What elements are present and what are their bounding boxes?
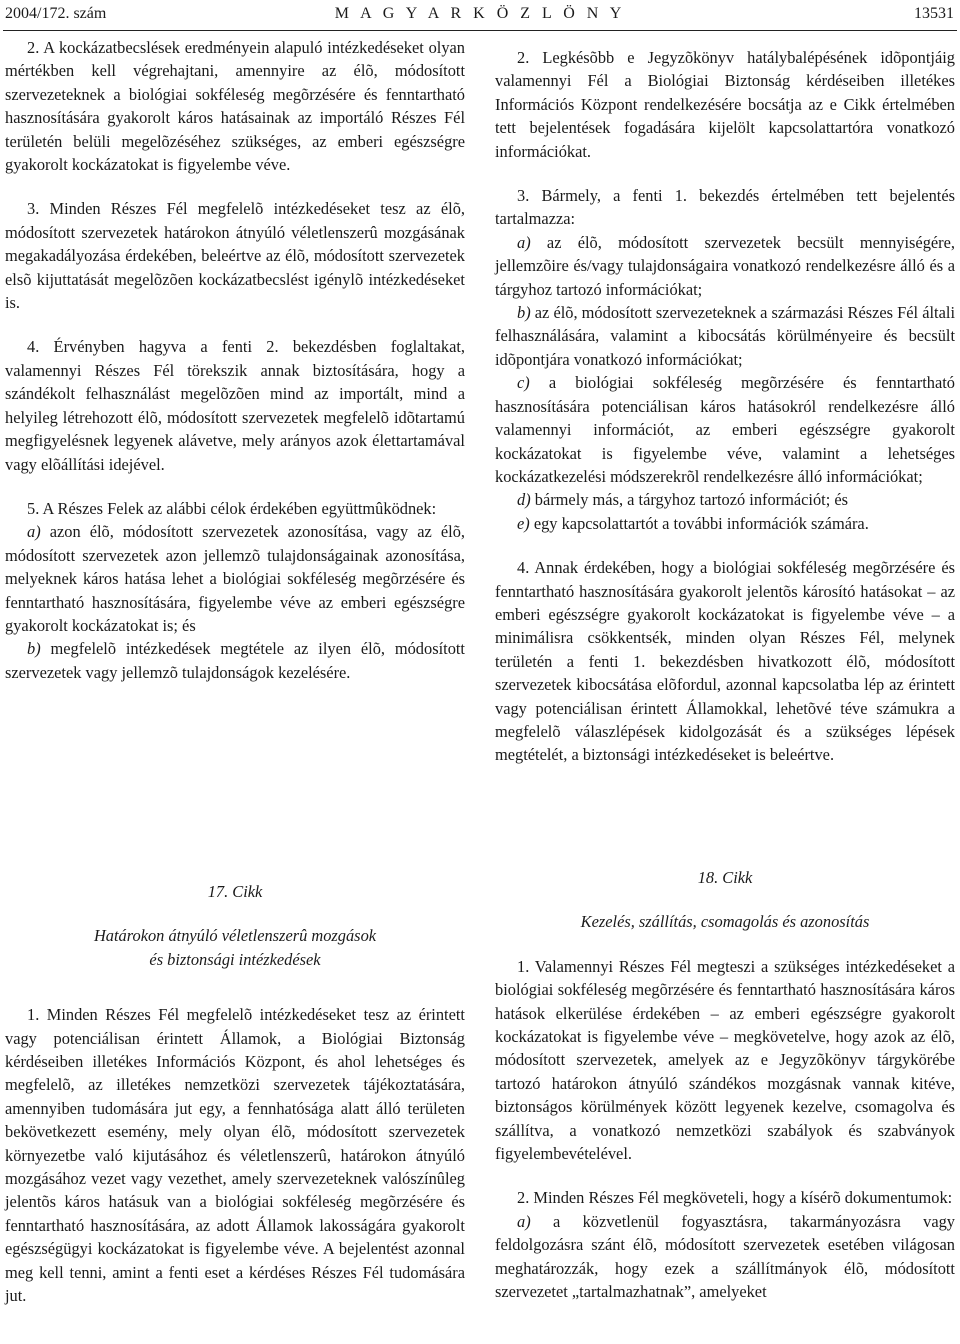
item-label-b: b) (517, 303, 531, 323)
paragraph-2: 2. Legkésõbb e Jegyzõkönyv hatálybalépésének idõpontjáig valamennyi Fél a Biológiai Biztonság kérdéseiben illetékes Információs Központ rendelkezésére bocsátja az e Cikk értelmében tett bejelentések fogadására kijelölt kapcsolattartóra vonatkozó információkat. (495, 48, 955, 161)
item-text-b: az élõ, módosított szervezeteknek a származási Részes Fél általi felhasználására, valamint a kibocsátás körülményeire és becsült idõpontjára vonatkozó információkat; (495, 303, 955, 369)
left-column-bottom (5, 880, 465, 1308)
paragraph-2: 2. A kockázatbecslések eredményein alapuló intézkedéseket olyan mértékben kell végrehajtani, amennyire az élõ, módosított szervezeteknek a biológiai sokféleség megõrzésére és fenntartható hasznosítására gyakorolt káros hatásainak az importáló Részes Fél területén belüli megelõzéséhez szükséges, az emberi egészségre gyakorolt kockázatokat is figyelembe véve. (5, 38, 465, 175)
paragraph-3: 3. Bármely, a fenti 1. bekezdés értelmében tett bejelentés tartalmazza: (495, 186, 955, 229)
item-text-a: azon élõ, módosított szervezetek azonosítása, vagy az élõ, módosított szervezetek azon jellemzõ tulajdonságainak azonosítása, melyeknek káros hatása lehet a biológiai sokféleség megõrzésére és fenntartható hasznosítására, figyelembe véve az emberi egészségre gyakorolt kockázatokat is; és (5, 522, 465, 635)
header-rule (3, 30, 957, 31)
paragraph-4: 4. Érvényben hagyva a fenti 2. bekezdésben foglaltakat, valamennyi Részes Fél törekszik annak biztosítására, hogy a szándékolt felhasználást megelõzõen mind az importált, mind a helyileg létrehozott élõ, módosított szervezetek megfelelõ idõtartamú megfigyelésnek legyenek alávetve, mely arányos azok élettartamával vagy elõállítási idejével. (5, 337, 465, 474)
item-label-b: b) (27, 639, 41, 659)
item-text-b: megfelelõ intézkedések megtétele az ilyen élõ, módosított szervezetek vagy jellemzõ tulajdonságok kezelésére. (5, 639, 465, 682)
item-label-d: d) (517, 490, 531, 510)
issue-number: 2004/172. szám (5, 5, 107, 22)
item-label-a: a) (27, 522, 41, 542)
paragraph-5a (5, 520, 465, 637)
item-text-a: az élõ, módosított szervezetek becsült mennyiségére, jellemzõire és/vagy tulajdonságaira vonatkozó rendelkezésre álló és a tárgyhoz tartozó információkat; (495, 232, 955, 299)
page-header (0, 0, 960, 36)
item-label-e: e) (517, 513, 530, 533)
item-text-d: bármely más, a tárgyhoz tartozó információt; és (530, 490, 849, 510)
page-number: 13531 (914, 5, 954, 22)
paragraph-3b (495, 301, 955, 371)
paragraph-3: 3. Minden Részes Fél megfelelõ intézkedéseket tesz az élõ, módosított szervezetek határokon átnyúló véletlenszerû mozgásának megakadályozása érdekében, beleértve az élõ, módosított szervezetek elsõ kijuttatását megelõzõen kockázatbecslést igénylõ intézkedéseket is. (5, 199, 465, 313)
paragraph-3e (495, 512, 955, 535)
article-18-paragraph-2a (495, 1210, 955, 1304)
right-column-top (495, 46, 955, 767)
paragraph-3d (495, 488, 955, 511)
item-text-e: egy kapcsolattartót a további információk számára. (529, 513, 869, 533)
paragraph-5: 5. A Részes Felek az alábbi célok érdekében együttmûködnek: (27, 498, 437, 518)
item-label-c: c) (517, 373, 530, 393)
article-18-paragraph-1: 1. Valamennyi Részes Fél megteszi a szükséges intézkedéseket a biológiai sokféleség megõrzésére és fenntartható hasznosítására káros hatások elkerülése érdekében – az emberi egészségre gyakorolt kockázatokat is figyelembe véve – megkövetelve, hogy azok az élõ, módosított szervezetek, amelyek az e Jegyzõkönyv tárgykörébe tartozó határokon átnyúló szándékos mozgásnak vannak kitéve, biztonságos körülmények között legyenek kezelve, csomagolva és szállítva, a vonatkozó nemzetközi szabályok és szabványok figyelembevételével. (495, 956, 955, 1164)
article-17-title-line1: Határokon átnyúló véletlenszerû mozgások (93, 926, 377, 946)
article-17-number: 17. Cikk (207, 882, 263, 901)
paragraph-3c (495, 371, 955, 488)
item-text-c: a biológiai sokféleség megõrzésére és fenntartható hasznosítására potenciálisan káros hatásokról rendelkezésre álló valamennyi információt, az emberi egészségre gyakorolt kockázatokat is figyelembe véve, valamint a lehetséges kockázatkezelési módszerekrõl rendelkezésre álló információkat; (495, 373, 955, 486)
article-17-title-line2: és biztonsági intézkedések (149, 949, 321, 969)
journal-title: M A G Y A R K Ö Z L Ö N Y (334, 5, 626, 22)
article-18-title: Kezelés, szállítás, csomagolás és azonosítás (580, 912, 870, 932)
paragraph-5b (5, 637, 465, 684)
paragraph-4: 4. Annak érdekében, hogy a biológiai sokféleség megõrzésére és fenntartható hasznosítására gyakorolt jelentõs károsító hatásokat – az emberi egészségre gyakorolt kockázatokat is figyelembe véve – a minimálisra csökkentsék, minden olyan Részes Fél, melynek területén a fenti 1. bekezdésben hivatkozott élõ, módosított szervezetek kibocsátása elõfordul, azonnal kapcsolatba lép az érintett vagy potenciálisan érintett Államokkal, lehetõvé téve számukra a megfelelõ válaszlépések kidolgozását és a szükséges lépések megtételét, a biztonsági intézkedéseket is beleértve. (495, 558, 955, 765)
article-18-number: 18. Cikk (697, 868, 753, 887)
item-text-a: a közvetlenül fogyasztásra, takarmányozásra vagy feldolgozásra szánt élõ, módosított szervezetek esetében világosan meghatározzák, hogy ezek a szállítmányok élõ, módosított szervezetet „tartalmazhatnak”, amelyeket (495, 1211, 955, 1302)
paragraph-3a (495, 231, 955, 301)
right-column-bottom (495, 866, 955, 1304)
article-17-paragraph-1: 1. Minden Részes Fél megfelelõ intézkedéseket tesz az érintett vagy potenciálisan érintett Államok, a Biológiai Biztonság kérdéseiben illetékes Információs Központ, és ahol lehetséges és megfelelõ, az illetékes nemzetközi szervezetek tájékoztatására, amennyiben tudomására jut egy, a fennhatósága alatt álló területen bekövetkezett esemény, mely olyan élõ, módosított szervezetek környezetbe való kijutásához és véletlenszerû, határokon átnyúló mozgásához vezet vagy vezethet, amely szervezeteknek valószínûleg jelentõs káros hatásuk van a biológiai sokféleség megõrzésére és fenntartható hasznosítására, az adott Államok lakosságára gyakorolt egészségügyi kockázatokat is figyelembe véve. A bejelentést azonnal meg kell tenni, amint a fenti eset a kérdéses Részes Fél tudomására jut. (5, 1005, 465, 1306)
item-label-a: a) (517, 232, 531, 252)
item-label-a: a) (517, 1211, 531, 1231)
left-column-top (5, 36, 465, 684)
article-18-paragraph-2: 2. Minden Részes Fél megköveteli, hogy a kísérõ dokumentumok: (517, 1188, 953, 1208)
